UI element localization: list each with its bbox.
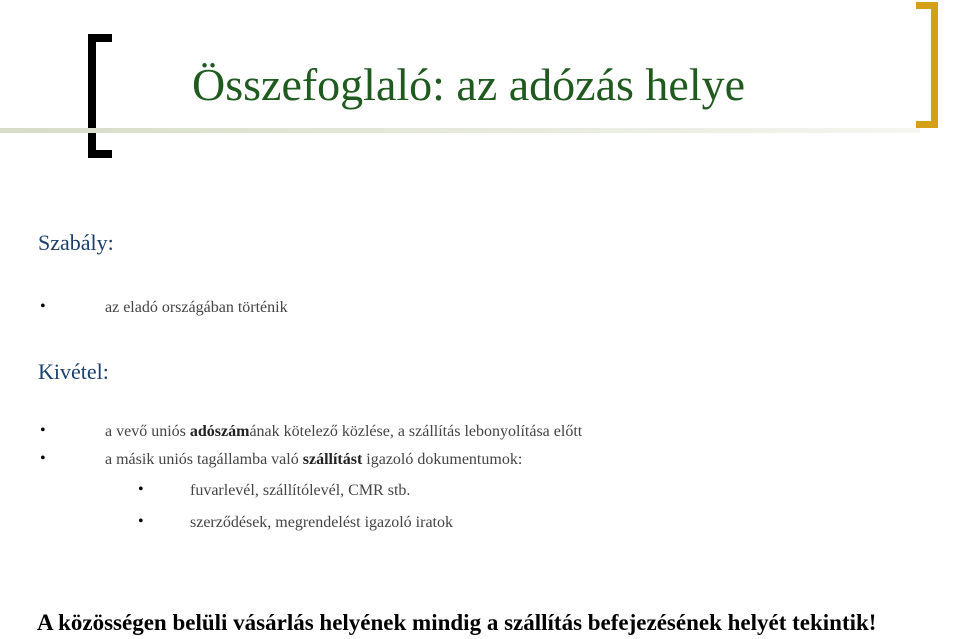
rule-item: az eladó országában történik <box>105 299 288 316</box>
exception-item-bold: adószám <box>189 423 250 440</box>
exception-item-pre: a másik uniós tagállamba való <box>105 451 303 468</box>
footer-statement: A közösségen belüli vásárlás helyének mindig a szállítás befejezésének helyét tekintik! <box>37 610 877 635</box>
title-divider <box>0 128 920 133</box>
exception-heading: Kivétel: <box>38 359 109 384</box>
exception-item-bold: szállítást <box>302 451 363 468</box>
exception-item <box>105 424 582 440</box>
bullet-icon: • <box>40 450 46 467</box>
right-bracket-decoration <box>916 2 938 128</box>
bullet-icon: • <box>40 298 46 315</box>
sub-bullet-icon: • <box>138 513 144 530</box>
sub-bullet-icon: • <box>138 481 144 498</box>
sub-item: fuvarlevél, szállítólevél, CMR stb. <box>190 482 411 499</box>
slide-title: Összefoglaló: az adózás helye <box>192 59 746 110</box>
bullet-icon: • <box>40 422 46 439</box>
left-bracket-decoration <box>88 34 112 158</box>
exception-item-pre: a vevő uniós <box>105 423 190 440</box>
exception-item <box>105 452 522 468</box>
rule-heading: Szabály: <box>38 230 114 255</box>
exception-item-post: ának kötelező közlése, a szállítás lebonyolítása előtt <box>249 423 583 440</box>
sub-item: szerződések, megrendelést igazoló iratok <box>190 514 453 531</box>
exception-item-post: igazoló dokumentumok: <box>362 451 523 468</box>
